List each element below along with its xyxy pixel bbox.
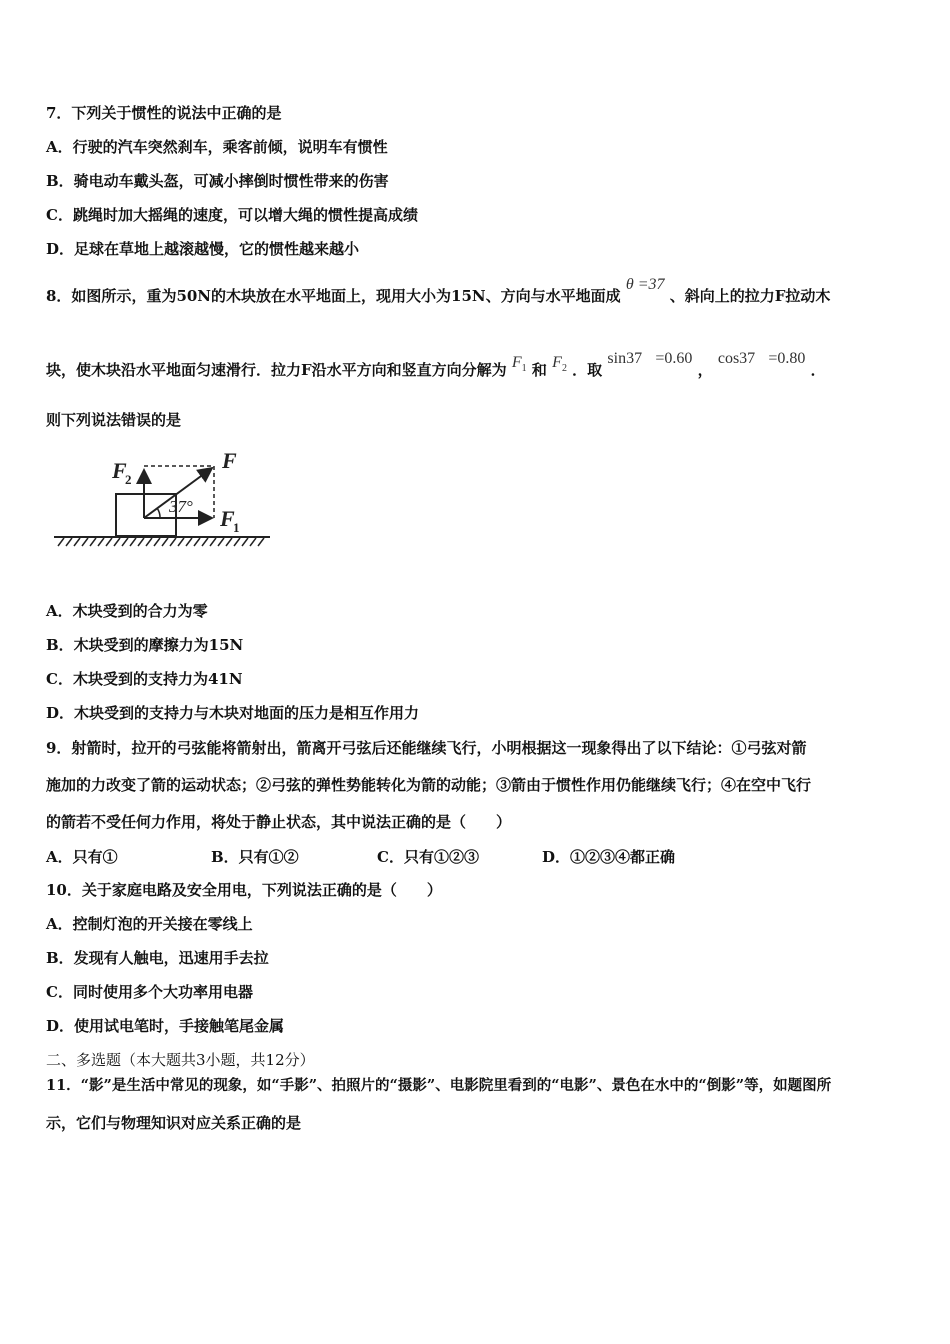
q8-stem-b: 、斜向上的拉力F拉动木 <box>669 287 831 305</box>
q8-stem-a: 8．如图所示，重为50N的木块放在水平地面上，现用大小为15N、方向与水平地面成 <box>46 287 621 305</box>
q11-stem-2: 示，它们与物理知识对应关系正确的是 <box>46 1114 302 1132</box>
q8-comma: ， <box>697 361 713 379</box>
q10-option-d: D．使用试电笔时，手接触笔尾金属 <box>46 1017 285 1035</box>
q8-and: 和 <box>531 361 547 379</box>
f2-base: F <box>552 354 562 371</box>
q7-option-d: D．足球在草地上越滚越慢，它的惯性越来越小 <box>46 240 360 258</box>
q7-stem: 7．下列关于惯性的说法中正确的是 <box>46 104 282 122</box>
q7-option-a: A．行驶的汽车突然刹车，乘客前倾，说明车有惯性 <box>46 138 388 156</box>
angle-arc <box>157 508 160 518</box>
cos-value: =0.80 <box>768 350 806 367</box>
q7-option-b: B．骑电动车戴头盔，可减小摔倒时惯性带来的伤害 <box>46 172 389 190</box>
label-f2-sub: 2 <box>125 472 132 487</box>
force-diagram <box>52 450 277 555</box>
sin-expression: sin37 <box>607 350 643 367</box>
q8-option-b: B．木块受到的摩擦力为15N <box>46 636 244 654</box>
label-f2: F <box>112 458 127 483</box>
q8-stem-d: ．取 <box>572 361 603 379</box>
q8-stem-e: 则下列说法错误的是 <box>46 411 182 429</box>
q8-period: ． <box>810 361 826 379</box>
q10-option-a: A．控制灯泡的开关接在零线上 <box>46 915 253 933</box>
ground-hatching <box>58 538 264 546</box>
q9-option-d: D．①②③④都正确 <box>542 848 676 866</box>
sin-value: =0.60 <box>655 350 693 367</box>
q9-option-b: B．只有①② <box>211 848 299 866</box>
q11-stem-1: 11．“影”是生活中常见的现象，如“手影”、拍照片的“摄影”、电影院里看到的“电影”、景色在水中的“倒影”等，如题图所 <box>46 1077 832 1094</box>
f1-sub: 1 <box>521 363 527 374</box>
q8-stem-c: 块，使木块沿水平地面匀速滑行．拉力F沿水平方向和竖直方向分解为 <box>46 361 507 379</box>
q9-stem-3: 的箭若不受任何力作用，将处于静止状态，其中说法正确的是（ ） <box>46 813 512 831</box>
q10-stem: 10．关于家庭电路及安全用电，下列说法正确的是（ ） <box>46 881 442 899</box>
q8-option-d: D．木块受到的支持力与木块对地面的压力是相互作用力 <box>46 704 420 722</box>
theta-expression: θ =37 <box>625 276 665 293</box>
q8-option-c: C．木块受到的支持力为41N <box>46 670 243 688</box>
cos-expression: cos37 <box>717 350 756 367</box>
q9-stem-2: 施加的力改变了箭的运动状态；②弓弦的弹性势能转化为箭的动能；③箭由于惯性作用仍能继续飞行；④在空中飞行 <box>46 776 812 794</box>
f2-sub: 2 <box>561 363 567 374</box>
section-title: 二、多选题（本大题共3小题，共12分） <box>46 1051 315 1069</box>
q7-option-c: C．跳绳时加大摇绳的速度，可以增大绳的惯性提高成绩 <box>46 206 418 224</box>
q10-option-c: C．同时使用多个大功率用电器 <box>46 983 253 1001</box>
label-f1: F <box>220 506 235 531</box>
label-f: F <box>222 450 237 473</box>
q8-stem-line-2 <box>46 350 826 383</box>
q10-option-b: B．发现有人触电，迅速用手去拉 <box>46 949 269 967</box>
label-f1-sub: 1 <box>233 520 240 535</box>
q8-option-a: A．木块受到的合力为零 <box>46 602 208 620</box>
q8-stem-line-1 <box>46 276 831 307</box>
q9-stem-1: 9．射箭时，拉开的弓弦能将箭射出，箭离开弓弦后还能继续飞行，小明根据这一现象得出了以下结论：①弓弦对箭 <box>46 739 807 757</box>
label-angle: 37° <box>169 497 193 516</box>
f1-symbol <box>511 354 527 374</box>
f2-symbol <box>552 354 567 374</box>
f1-base: F <box>511 354 522 371</box>
q9-option-c: C．只有①②③ <box>377 848 479 866</box>
q9-option-a: A．只有① <box>46 848 118 866</box>
